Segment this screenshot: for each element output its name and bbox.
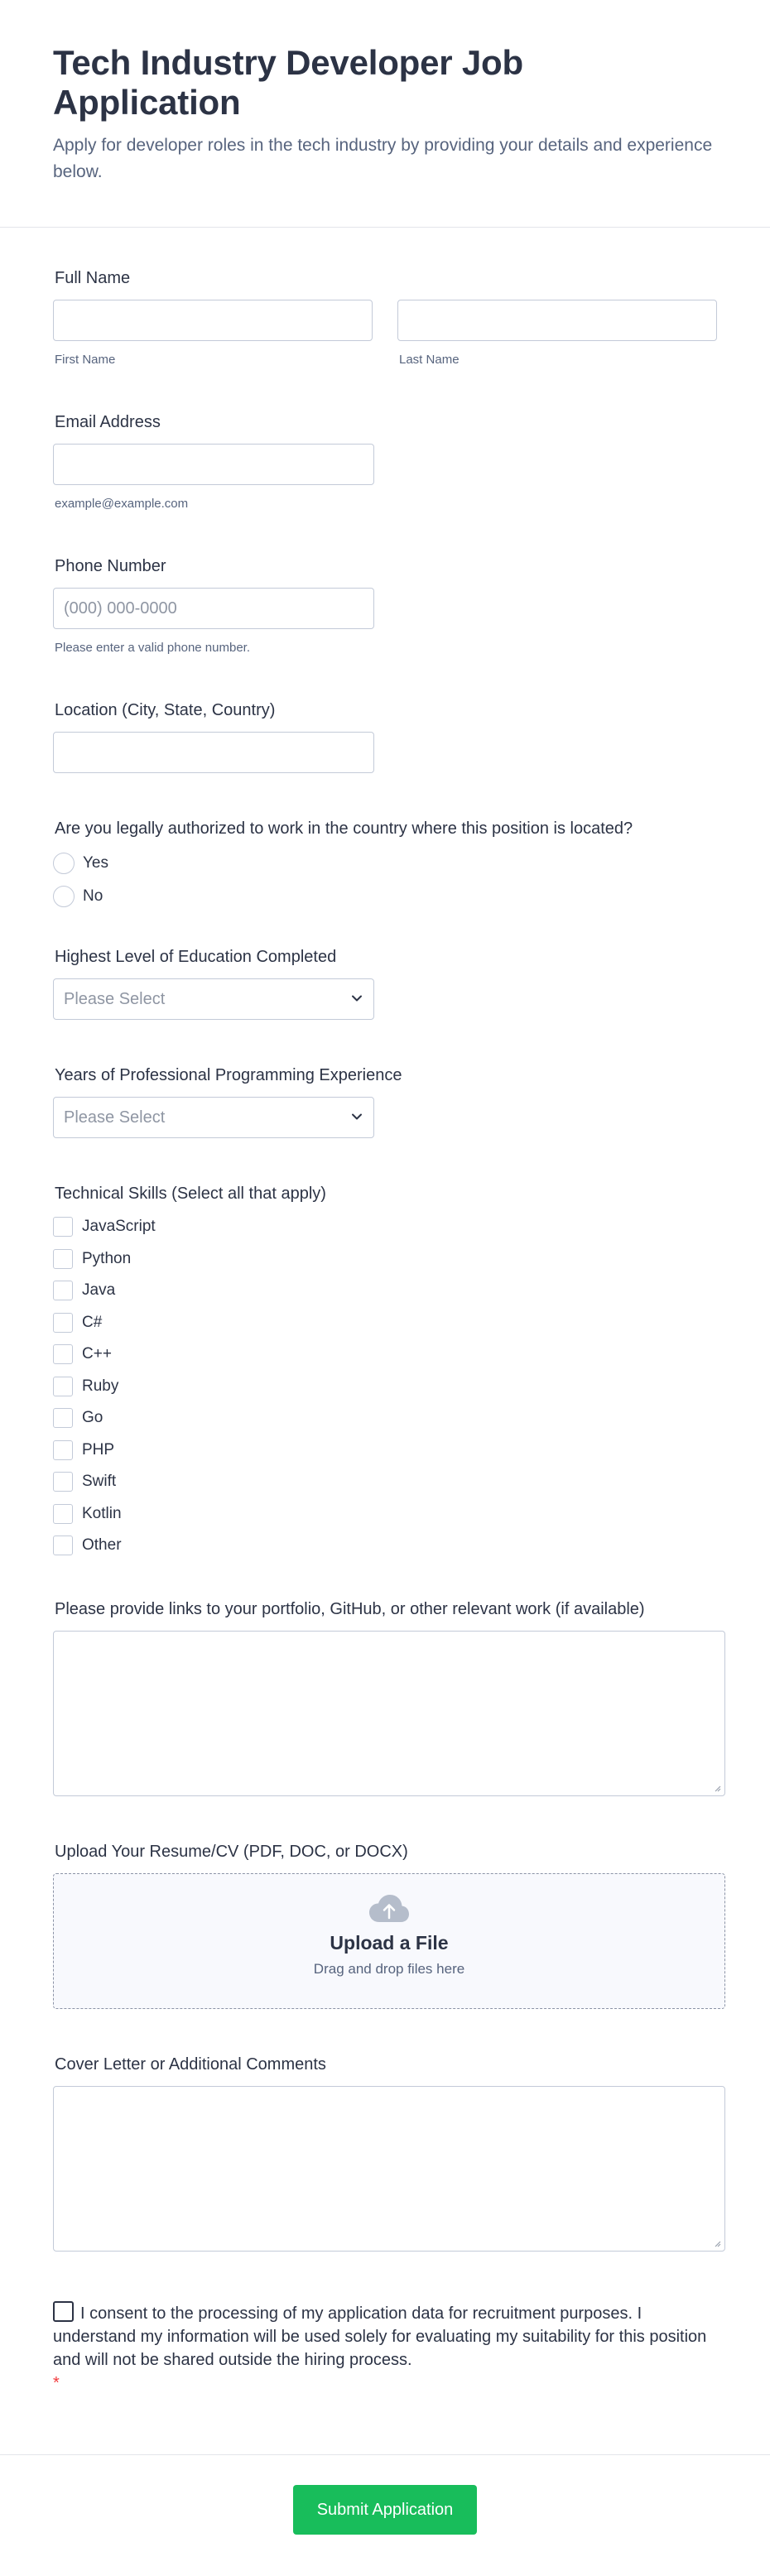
submit-button[interactable]: Submit Application xyxy=(293,2485,477,2535)
location-input[interactable] xyxy=(53,732,374,773)
checkbox[interactable] xyxy=(53,1313,73,1333)
education-field xyxy=(53,948,717,1020)
application-form xyxy=(0,228,770,2454)
experience-label: Years of Professional Programming Experience xyxy=(55,1066,402,1084)
full-name-label: Full Name xyxy=(55,269,131,287)
skill-option-javascript[interactable] xyxy=(53,1217,717,1237)
checkbox[interactable] xyxy=(53,1472,73,1492)
location-field xyxy=(53,701,717,773)
checkbox[interactable] xyxy=(53,1440,73,1460)
required-asterisk: * xyxy=(53,2374,60,2392)
checkbox-label: C++ xyxy=(82,1345,112,1362)
phone-sublabel: Please enter a valid phone number. xyxy=(55,641,250,655)
skill-option-csharp[interactable] xyxy=(53,1313,717,1333)
checkbox-label: Java xyxy=(82,1281,116,1299)
portfolio-textarea[interactable] xyxy=(53,1631,725,1796)
cover-letter-label: Cover Letter or Additional Comments xyxy=(55,2055,326,2074)
checkbox[interactable] xyxy=(53,1344,73,1364)
chevron-down-icon xyxy=(350,1112,363,1122)
checkbox-label: Python xyxy=(82,1249,132,1267)
skill-option-swift[interactable] xyxy=(53,1472,717,1492)
skill-option-go[interactable] xyxy=(53,1408,717,1428)
location-label: Location (City, State, Country) xyxy=(55,701,276,719)
consent-text-block xyxy=(53,2301,717,2395)
checkbox[interactable] xyxy=(53,1536,73,1555)
skill-option-cpp[interactable] xyxy=(53,1344,717,1364)
checkbox-label: Other xyxy=(82,1536,122,1554)
consent-checkbox[interactable] xyxy=(53,2301,74,2322)
checkbox-label: PHP xyxy=(82,1440,115,1459)
email-input[interactable] xyxy=(53,444,374,485)
cover-letter-field xyxy=(53,2055,717,2252)
resize-handle-icon[interactable] xyxy=(713,1784,721,1792)
authorization-field xyxy=(53,819,717,906)
experience-select[interactable] xyxy=(53,1097,374,1138)
first-name-input[interactable] xyxy=(53,300,373,341)
page-description: Apply for developer roles in the tech industry by providing your details and experience below. xyxy=(53,136,713,181)
resize-handle-icon[interactable] xyxy=(713,2239,721,2247)
skill-option-php[interactable] xyxy=(53,1440,717,1460)
radio-button[interactable] xyxy=(53,853,75,874)
radio-label: No xyxy=(83,887,103,905)
checkbox[interactable] xyxy=(53,1377,73,1396)
checkbox[interactable] xyxy=(53,1249,73,1269)
resume-upload-field xyxy=(53,1843,717,2009)
consent-field xyxy=(53,2301,717,2395)
chevron-down-icon xyxy=(350,993,363,1003)
checkbox[interactable] xyxy=(53,1504,73,1524)
checkbox-label: JavaScript xyxy=(82,1218,156,1235)
education-select[interactable] xyxy=(53,978,374,1020)
email-label: Email Address xyxy=(55,413,161,431)
email-sublabel: example@example.com xyxy=(55,497,189,511)
skill-option-java[interactable] xyxy=(53,1281,717,1300)
last-name-sublabel: Last Name xyxy=(399,353,460,367)
skills-field xyxy=(53,1185,717,1555)
skill-option-kotlin[interactable] xyxy=(53,1504,717,1524)
skill-option-python[interactable] xyxy=(53,1249,717,1269)
radio-label: Yes xyxy=(83,854,108,872)
cover-letter-textarea[interactable] xyxy=(53,2086,725,2252)
checkbox-label: C# xyxy=(82,1313,103,1331)
checkbox-label: Kotlin xyxy=(82,1504,122,1522)
file-drop-zone[interactable] xyxy=(53,1873,725,2009)
authorization-label: Are you legally authorized to work in the country where this position is located? xyxy=(55,819,633,838)
skills-label: Technical Skills (Select all that apply) xyxy=(55,1185,326,1203)
experience-select-value: Please Select xyxy=(64,1108,166,1127)
phone-label: Phone Number xyxy=(55,557,166,575)
cloud-upload-icon xyxy=(368,1894,410,1924)
first-name-sublabel: First Name xyxy=(55,353,116,367)
consent-text: I consent to the processing of my application data for recruitment purposes. I understand my information will be used solely for evaluating my suitability for this position and will not be shared outside the hiring process. xyxy=(53,2304,707,2369)
radio-option-no[interactable] xyxy=(53,887,717,906)
checkbox-label: Swift xyxy=(82,1473,117,1490)
skill-option-other[interactable] xyxy=(53,1536,717,1555)
checkbox[interactable] xyxy=(53,1408,73,1428)
phone-field xyxy=(53,557,717,655)
radio-option-yes[interactable] xyxy=(53,853,717,873)
education-select-value: Please Select xyxy=(64,989,166,1008)
form-header xyxy=(0,0,770,228)
email-field xyxy=(53,413,717,511)
upload-subtitle: Drag and drop files here xyxy=(313,1961,465,1977)
phone-input[interactable] xyxy=(53,588,374,629)
full-name-field xyxy=(53,269,717,367)
upload-title: Upload a File xyxy=(330,1932,449,1954)
checkbox[interactable] xyxy=(53,1281,73,1300)
last-name-input[interactable] xyxy=(397,300,717,341)
experience-field xyxy=(53,1066,717,1138)
radio-button[interactable] xyxy=(53,886,75,907)
skill-option-ruby[interactable] xyxy=(53,1377,717,1396)
form-footer xyxy=(0,2454,770,2576)
portfolio-field xyxy=(53,1600,717,1796)
portfolio-label: Please provide links to your portfolio, GitHub, or other relevant work (if available) xyxy=(55,1600,645,1618)
checkbox-label: Ruby xyxy=(82,1377,119,1395)
education-label: Highest Level of Education Completed xyxy=(55,948,337,966)
page-title: Tech Industry Developer Job Application xyxy=(53,43,523,122)
checkbox[interactable] xyxy=(53,1217,73,1237)
checkbox-label: Go xyxy=(82,1409,103,1426)
resume-upload-label: Upload Your Resume/CV (PDF, DOC, or DOCX) xyxy=(55,1843,408,1861)
